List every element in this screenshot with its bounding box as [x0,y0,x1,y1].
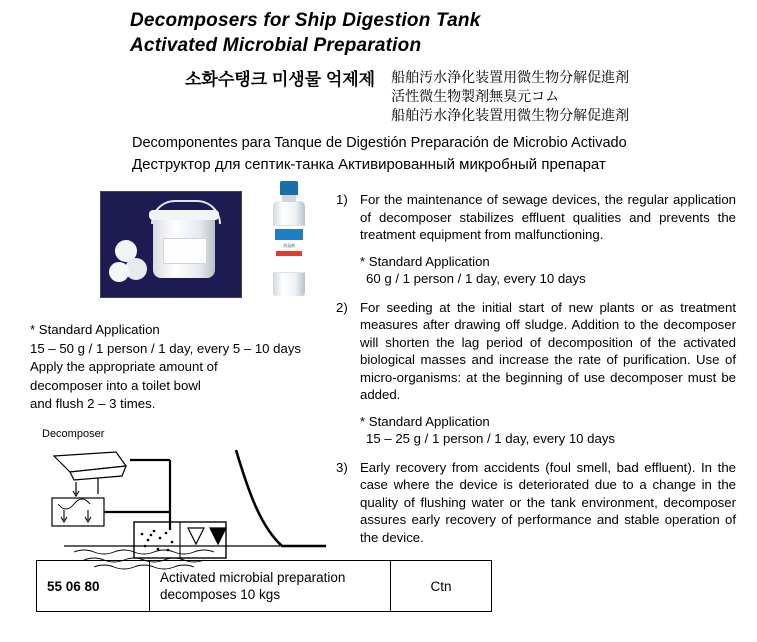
funnel-filled-icon [210,528,226,544]
left-usage-line-1: Apply the appropriate amount of [30,359,218,374]
bottle-neck-icon [282,194,296,202]
left-standard-application-title: * Standard Application [30,322,160,337]
diagram-decomposer-label: Decomposer [42,427,105,440]
funnel-icon [188,528,204,544]
product-code-cell: 55 06 80 [37,561,150,612]
product-description-cell [150,561,391,612]
hull-outline-icon [236,450,326,546]
list-item [336,299,736,448]
table-row [37,561,722,612]
product-blank-cell [492,561,722,612]
list-item-number: 2) [336,299,348,315]
spanish-title: Decomponentes para Tanque de Digestión Preparación de Microbio Activado [132,135,627,151]
bottle-cap-icon [280,181,298,195]
bottle-label [273,225,305,273]
diagram-svg [30,427,330,570]
bottle-label-text: 消臭剤 [283,243,295,248]
page-header [0,0,757,175]
standard-application-dose: 60 g / 1 person / 1 day, every 10 days [366,271,586,286]
left-column [30,191,330,570]
product-table [36,560,721,612]
list-item [336,191,736,288]
japanese-title-line-3: 船舶汚水浄化装置用微生物分解促進剤 [391,107,630,123]
bottle-photo [265,181,313,301]
product-description-line-1: Activated microbial preparation [160,570,346,585]
bucket-label-icon [163,238,207,264]
russian-title: Деструктор для септик-танка Активированный микробный препарат [132,156,606,173]
product-description-line-2: decomposes 10 kgs [160,587,281,602]
page-title-line-2: Activated Microbial Preparation [130,35,422,56]
bottle-label-band-icon [275,229,303,240]
list-item-text: Early recovery from accidents (foul smell, bad effluent). In the case where the device is deteriorated due to a change in the quality of flushing water or the tank environment, decomposer assures early recovery of performance and stable operation of the device. [360,459,736,545]
left-usage-line-2: decomposer into a toilet bowl [30,377,201,393]
left-usage-line-3: and flush 2 – 3 times. [30,396,156,411]
tablet-icon [109,262,129,282]
bucket-lid-icon [149,210,219,220]
right-column [336,191,736,557]
list-item-number: 1) [336,192,348,207]
left-standard-application [30,321,330,414]
list-item-text: For seeding at the initial start of new plants or as treatment measures after drawing off sludge. Addition to the decomposer will shorten the lag period of decomposition of the activated biological masses and increase the rate of purification. Use of micro-organisms: at the beginning of use decomposer must be added. [360,299,736,402]
product-photos [100,191,330,311]
japanese-title-block [391,68,629,125]
left-standard-application-dose: 15 – 50 g / 1 person / 1 day, every 5 – 10 days [30,340,302,356]
japanese-title-line-1: 船舶汚水浄化装置用微生物分解促進剤 [391,69,630,85]
standard-application-dose: 15 – 25 g / 1 person / 1 day, every 10 days [366,431,616,446]
list-item-text: For the maintenance of sewage devices, the regular application of decomposer stabilizes effluent qualities and prevents the treatment equipment from malfunctioning. [360,192,736,242]
bottle-label-band-icon [276,251,302,256]
list-item-number: 3) [336,459,348,475]
korean-title: 소화수탱크 미생물 억제제 [185,70,376,89]
standard-application-title: * Standard Application [360,253,490,269]
standard-application-title: * Standard Application [360,413,490,429]
japanese-title-line-2: 活性微生物製剤無臭元コム [391,88,560,104]
list-item [336,459,736,547]
product-unit-cell: Ctn [391,561,492,612]
cjk-title-block [130,68,757,125]
primary-tank-icon [52,498,104,526]
system-diagram [30,427,330,570]
page-title-line-1: Decomposers for Ship Digestion Tank [130,10,481,31]
bucket-photo [100,191,242,298]
